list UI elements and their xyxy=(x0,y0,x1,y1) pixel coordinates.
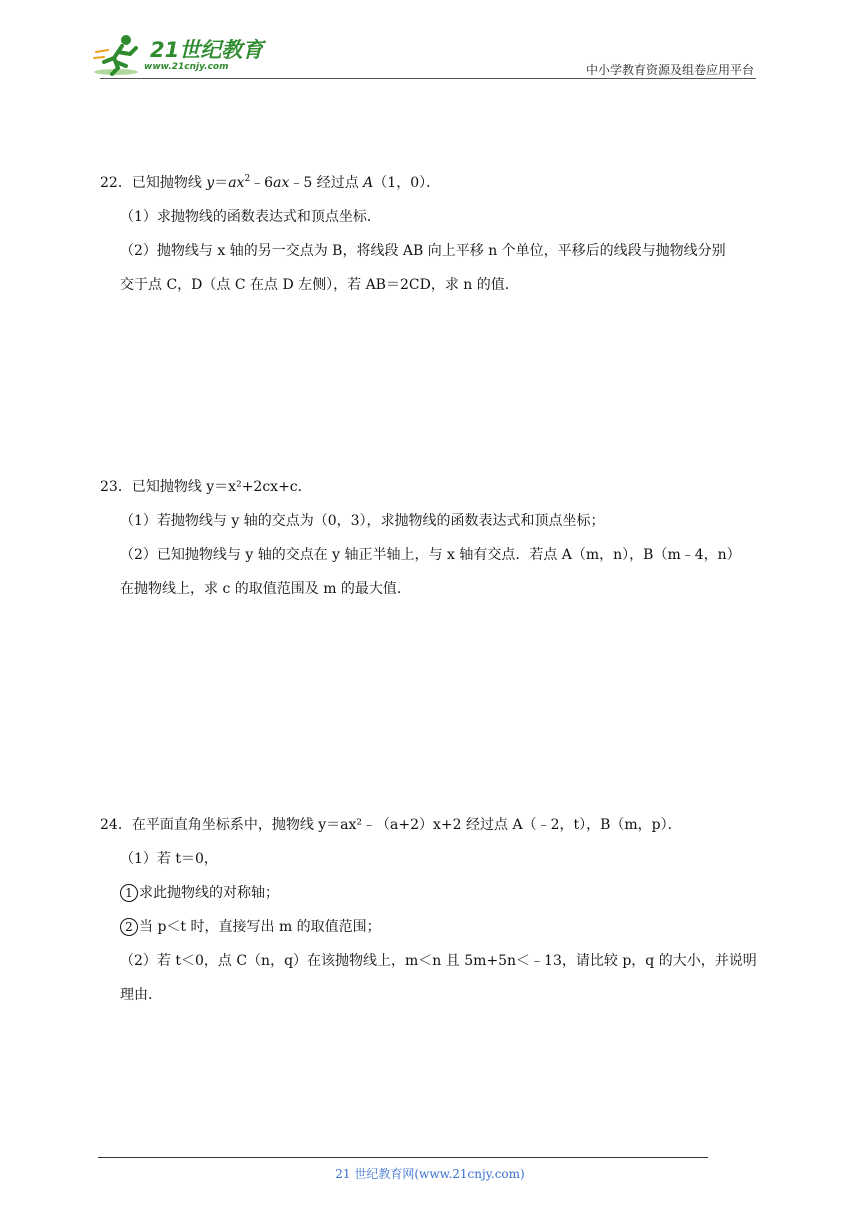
footer-divider xyxy=(98,1157,708,1158)
part-1: （1）若 t＝0， xyxy=(120,851,218,867)
part-2-line-2: 在抛物线上，求 c 的取值范围及 m 的最大值． xyxy=(120,581,411,597)
part-2-line-1: （2）已知抛物线与 y 轴的交点在 y 轴正半轴上，与 x 轴有交点．若点 A（m，n），B（m﹣4，n） xyxy=(120,547,741,563)
circled-number-1: 1 xyxy=(120,884,138,902)
question-stem: 24．在平面直角坐标系中，抛物线 y＝ax²﹣（a+2）x+2 经过点 A（﹣2，t），B（m，p）． xyxy=(100,817,682,833)
part-1: （1）若抛物线与 y 轴的交点为（0，3），求抛物线的函数表达式和顶点坐标； xyxy=(120,513,605,529)
logo-url: www.21cnjy.com xyxy=(144,62,229,72)
question-23 xyxy=(100,470,765,606)
part-2-line-1: （2）若 t＜0，点 C（n，q）在该抛物线上，m＜n 且 5m+5n＜﹣13，请比较 p，q 的大小，并说明 xyxy=(120,953,757,969)
sub-question-2: 2 当 p＜t 时，直接写出 m 的取值范围； xyxy=(100,910,765,944)
platform-name: 中小学教育资源及组卷应用平台 xyxy=(585,63,754,77)
question-stem: 22．已知抛物线 $y=ax^2﹣6ax﹣5$ 经过点 A（1，0）． xyxy=(100,174,441,191)
logo xyxy=(92,32,262,78)
part-2-line-2: 交于点 C，D（点 C 在点 D 左侧），若 AB＝2CD，求 n 的值． xyxy=(120,277,519,293)
header-divider xyxy=(100,78,756,79)
question-22 xyxy=(100,166,765,302)
question-stem: 23．已知抛物线 y＝x²+2cx+c． xyxy=(100,479,312,495)
runner-logo-icon xyxy=(92,32,152,78)
sub-question-1: 1 求此抛物线的对称轴； xyxy=(100,876,765,910)
page-header xyxy=(0,0,860,90)
logo-text: 21世纪教育 xyxy=(150,38,264,62)
footer-link[interactable]: 21 世纪教育网(www.21cnjy.com) xyxy=(335,1167,525,1181)
part-1: （1）求抛物线的函数表达式和顶点坐标． xyxy=(120,209,381,225)
part-2-line-2: 理由． xyxy=(120,987,162,1003)
part-2-line-1: （2）抛物线与 x 轴的另一交点为 B，将线段 AB 向上平移 n 个单位，平移后的线段与抛物线分别 xyxy=(120,243,726,259)
question-24 xyxy=(100,808,765,1012)
circled-number-2: 2 xyxy=(120,918,138,936)
